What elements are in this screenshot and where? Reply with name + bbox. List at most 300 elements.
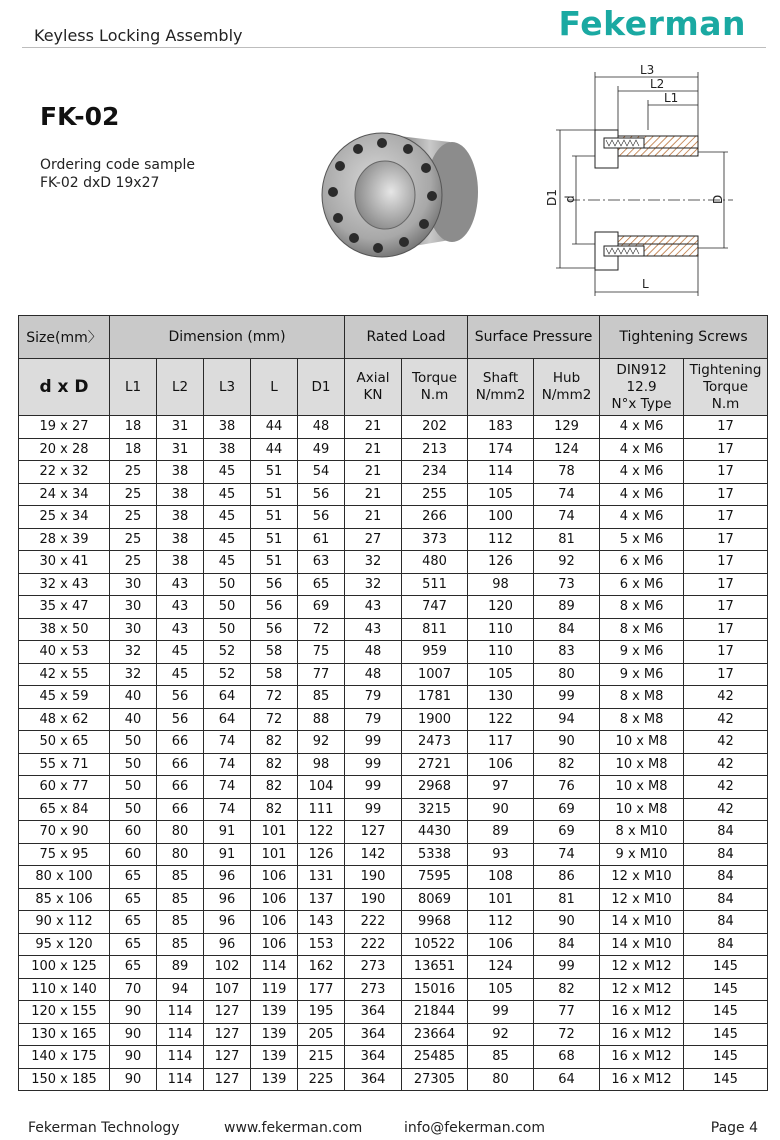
cell-screws: 9 x M10	[600, 843, 684, 866]
cell-l3: 52	[204, 663, 251, 686]
cell-l2: 38	[157, 528, 204, 551]
cell-l2: 43	[157, 573, 204, 596]
cell-hub: 81	[534, 528, 600, 551]
cell-tightening-torque: 17	[684, 528, 768, 551]
cell-shaft: 183	[468, 416, 534, 439]
cell-axial: 79	[345, 708, 402, 731]
cell-axial: 32	[345, 573, 402, 596]
cell-shaft: 101	[468, 888, 534, 911]
cell-hub: 82	[534, 978, 600, 1001]
cell-hub: 76	[534, 776, 600, 799]
cell-l1: 50	[110, 753, 157, 776]
cell-size: 19 x 27	[19, 416, 110, 439]
label-d1: D1	[545, 189, 559, 206]
cell-shaft: 105	[468, 663, 534, 686]
cell-l1: 65	[110, 911, 157, 934]
table-row	[19, 978, 768, 1001]
product-photo	[300, 110, 500, 280]
cell-l2: 85	[157, 866, 204, 889]
cell-l2: 80	[157, 821, 204, 844]
col-hub	[534, 359, 600, 416]
cell-shaft: 100	[468, 506, 534, 529]
table-row	[19, 888, 768, 911]
cell-l2: 66	[157, 731, 204, 754]
cell-tightening-torque: 17	[684, 551, 768, 574]
col-shaft-line1: Shaft	[482, 370, 519, 386]
cell-axial: 142	[345, 843, 402, 866]
cell-screws: 4 x M6	[600, 461, 684, 484]
cell-hub: 69	[534, 821, 600, 844]
cell-shaft: 97	[468, 776, 534, 799]
cell-l2: 31	[157, 438, 204, 461]
cell-torque: 1900	[402, 708, 468, 731]
cell-hub: 80	[534, 663, 600, 686]
cell-l1: 25	[110, 483, 157, 506]
cell-d1: 98	[298, 753, 345, 776]
cell-l3: 74	[204, 731, 251, 754]
cell-screws: 8 x M6	[600, 618, 684, 641]
cell-d1: 225	[298, 1068, 345, 1091]
cell-hub: 94	[534, 708, 600, 731]
cell-size: 40 x 53	[19, 641, 110, 664]
cell-screws: 16 x M12	[600, 1068, 684, 1091]
cell-l3: 45	[204, 551, 251, 574]
cell-l2: 94	[157, 978, 204, 1001]
cell-d1: 111	[298, 798, 345, 821]
table-row	[19, 551, 768, 574]
cell-l: 51	[251, 551, 298, 574]
cell-l1: 50	[110, 798, 157, 821]
cell-d1: 54	[298, 461, 345, 484]
label-l: L	[642, 277, 649, 291]
cell-hub: 83	[534, 641, 600, 664]
cell-tightening-torque: 145	[684, 978, 768, 1001]
cell-axial: 364	[345, 1001, 402, 1024]
cell-hub: 74	[534, 506, 600, 529]
cell-axial: 21	[345, 416, 402, 439]
footer-email: info@fekerman.com	[404, 1120, 545, 1136]
cell-screws: 14 x M10	[600, 933, 684, 956]
cell-size: 25 x 34	[19, 506, 110, 529]
cell-hub: 92	[534, 551, 600, 574]
cell-screws: 16 x M12	[600, 1023, 684, 1046]
cell-shaft: 99	[468, 1001, 534, 1024]
cell-d1: 75	[298, 641, 345, 664]
cell-l: 58	[251, 641, 298, 664]
cell-axial: 273	[345, 956, 402, 979]
cell-shaft: 126	[468, 551, 534, 574]
table-row	[19, 1001, 768, 1024]
cell-torque: 480	[402, 551, 468, 574]
cell-torque: 9968	[402, 911, 468, 934]
cell-tightening-torque: 145	[684, 956, 768, 979]
group-size: Size(mm〉	[19, 316, 110, 359]
cell-l3: 96	[204, 866, 251, 889]
cell-axial: 99	[345, 731, 402, 754]
cell-axial: 364	[345, 1068, 402, 1091]
cell-shaft: 124	[468, 956, 534, 979]
cell-d1: 65	[298, 573, 345, 596]
cell-l1: 90	[110, 1023, 157, 1046]
cell-shaft: 93	[468, 843, 534, 866]
cell-size: 130 x 165	[19, 1023, 110, 1046]
table-row	[19, 596, 768, 619]
col-l1: L1	[110, 359, 157, 416]
cell-size: 60 x 77	[19, 776, 110, 799]
cell-l2: 66	[157, 753, 204, 776]
table-row	[19, 686, 768, 709]
cell-size: 55 x 71	[19, 753, 110, 776]
cell-l1: 25	[110, 506, 157, 529]
cell-l: 139	[251, 1068, 298, 1091]
cell-shaft: 106	[468, 933, 534, 956]
cell-l3: 102	[204, 956, 251, 979]
cell-size: 95 x 120	[19, 933, 110, 956]
cell-screws: 16 x M12	[600, 1046, 684, 1069]
cell-tightening-torque: 42	[684, 753, 768, 776]
cell-l: 58	[251, 663, 298, 686]
table-row	[19, 843, 768, 866]
cell-tightening-torque: 145	[684, 1023, 768, 1046]
cell-torque: 1781	[402, 686, 468, 709]
cell-axial: 32	[345, 551, 402, 574]
cell-l3: 38	[204, 438, 251, 461]
cell-tightening-torque: 84	[684, 888, 768, 911]
cell-axial: 222	[345, 933, 402, 956]
cell-hub: 86	[534, 866, 600, 889]
cell-torque: 27305	[402, 1068, 468, 1091]
label-d-small: d	[563, 195, 577, 203]
cell-axial: 190	[345, 866, 402, 889]
cell-shaft: 110	[468, 641, 534, 664]
cell-hub: 72	[534, 1023, 600, 1046]
cell-l: 139	[251, 1001, 298, 1024]
cell-size: 150 x 185	[19, 1068, 110, 1091]
cell-l3: 96	[204, 888, 251, 911]
cell-l: 106	[251, 888, 298, 911]
cell-tightening-torque: 42	[684, 776, 768, 799]
cell-size: 38 x 50	[19, 618, 110, 641]
cell-d1: 137	[298, 888, 345, 911]
cell-tightening-torque: 17	[684, 641, 768, 664]
cell-l2: 38	[157, 506, 204, 529]
cell-d1: 215	[298, 1046, 345, 1069]
col-d1: D1	[298, 359, 345, 416]
cell-axial: 127	[345, 821, 402, 844]
cell-screws: 8 x M8	[600, 686, 684, 709]
cell-tightening-torque: 17	[684, 596, 768, 619]
cell-screws: 4 x M6	[600, 483, 684, 506]
table-row	[19, 483, 768, 506]
cell-shaft: 105	[468, 978, 534, 1001]
cell-l3: 74	[204, 776, 251, 799]
cell-l1: 30	[110, 596, 157, 619]
table-body	[19, 416, 768, 1091]
cell-screws: 14 x M10	[600, 911, 684, 934]
cell-torque: 23664	[402, 1023, 468, 1046]
cell-size: 28 x 39	[19, 528, 110, 551]
cell-l3: 45	[204, 483, 251, 506]
cell-l3: 64	[204, 686, 251, 709]
cell-l: 72	[251, 708, 298, 731]
cell-axial: 190	[345, 888, 402, 911]
cell-l3: 38	[204, 416, 251, 439]
cell-size: 100 x 125	[19, 956, 110, 979]
cell-hub: 89	[534, 596, 600, 619]
cell-l2: 43	[157, 596, 204, 619]
cell-screws: 5 x M6	[600, 528, 684, 551]
cell-l: 82	[251, 753, 298, 776]
cell-l2: 43	[157, 618, 204, 641]
cell-torque: 1007	[402, 663, 468, 686]
cell-l: 56	[251, 618, 298, 641]
table-row	[19, 1068, 768, 1091]
cell-d1: 49	[298, 438, 345, 461]
col-tt-line2: Torque	[703, 378, 749, 395]
cell-size: 48 x 62	[19, 708, 110, 731]
cell-tightening-torque: 145	[684, 1046, 768, 1069]
cell-l2: 45	[157, 641, 204, 664]
header-divider	[22, 47, 766, 48]
cell-screws: 4 x M6	[600, 438, 684, 461]
cell-d1: 162	[298, 956, 345, 979]
cell-size: 75 x 95	[19, 843, 110, 866]
cell-axial: 43	[345, 618, 402, 641]
cell-l2: 38	[157, 483, 204, 506]
cell-screws: 6 x M6	[600, 573, 684, 596]
cell-l: 139	[251, 1023, 298, 1046]
cell-torque: 10522	[402, 933, 468, 956]
cell-l: 106	[251, 933, 298, 956]
col-hub-line1: Hub	[552, 370, 581, 386]
cell-l3: 96	[204, 911, 251, 934]
cell-axial: 364	[345, 1023, 402, 1046]
cell-size: 42 x 55	[19, 663, 110, 686]
cell-d1: 56	[298, 483, 345, 506]
table-row	[19, 416, 768, 439]
cell-size: 24 x 34	[19, 483, 110, 506]
cell-torque: 202	[402, 416, 468, 439]
cell-l2: 114	[157, 1001, 204, 1024]
cell-l3: 91	[204, 821, 251, 844]
table-row	[19, 933, 768, 956]
cell-l1: 18	[110, 416, 157, 439]
cell-shaft: 112	[468, 911, 534, 934]
cell-axial: 79	[345, 686, 402, 709]
cell-l: 56	[251, 573, 298, 596]
cell-torque: 25485	[402, 1046, 468, 1069]
cell-axial: 43	[345, 596, 402, 619]
footer-website: www.fekerman.com	[224, 1120, 363, 1136]
cell-l1: 25	[110, 461, 157, 484]
cell-l1: 40	[110, 686, 157, 709]
cell-size: 45 x 59	[19, 686, 110, 709]
cell-l2: 66	[157, 776, 204, 799]
cell-d1: 195	[298, 1001, 345, 1024]
cell-d1: 56	[298, 506, 345, 529]
cell-size: 90 x 112	[19, 911, 110, 934]
col-axial-line1: Axial	[356, 370, 390, 386]
table-row	[19, 663, 768, 686]
cell-d1: 177	[298, 978, 345, 1001]
cell-l: 51	[251, 461, 298, 484]
cell-hub: 99	[534, 956, 600, 979]
cell-size: 120 x 155	[19, 1001, 110, 1024]
cell-l3: 91	[204, 843, 251, 866]
cell-axial: 21	[345, 483, 402, 506]
cell-screws: 12 x M12	[600, 956, 684, 979]
cell-d1: 85	[298, 686, 345, 709]
cell-torque: 2968	[402, 776, 468, 799]
model-number: FK-02	[40, 102, 120, 131]
cell-l: 119	[251, 978, 298, 1001]
col-axial-line2: KN	[363, 387, 383, 403]
table-row	[19, 911, 768, 934]
cell-l2: 31	[157, 416, 204, 439]
document-title: Keyless Locking Assembly	[34, 26, 243, 45]
group-surface-pressure: Surface Pressure	[468, 316, 600, 359]
cell-hub: 99	[534, 686, 600, 709]
table-row	[19, 438, 768, 461]
cell-l2: 45	[157, 663, 204, 686]
cell-hub: 74	[534, 843, 600, 866]
cell-torque: 266	[402, 506, 468, 529]
cell-torque: 2473	[402, 731, 468, 754]
cell-hub: 124	[534, 438, 600, 461]
cell-tightening-torque: 17	[684, 461, 768, 484]
cell-screws: 12 x M12	[600, 978, 684, 1001]
cell-hub: 64	[534, 1068, 600, 1091]
table-row	[19, 821, 768, 844]
table-row	[19, 753, 768, 776]
ordering-label: Ordering code sample	[40, 157, 195, 173]
cell-axial: 21	[345, 438, 402, 461]
cell-size: 110 x 140	[19, 978, 110, 1001]
table-row	[19, 731, 768, 754]
cell-l3: 127	[204, 1023, 251, 1046]
cell-tightening-torque: 84	[684, 843, 768, 866]
cell-shaft: 80	[468, 1068, 534, 1091]
group-header-row	[19, 316, 768, 359]
cell-l2: 38	[157, 551, 204, 574]
cell-size: 85 x 106	[19, 888, 110, 911]
cell-torque: 811	[402, 618, 468, 641]
cell-l2: 38	[157, 461, 204, 484]
cell-screws: 10 x M8	[600, 731, 684, 754]
cell-l: 106	[251, 911, 298, 934]
cell-hub: 78	[534, 461, 600, 484]
cell-screws: 8 x M10	[600, 821, 684, 844]
cell-tightening-torque: 42	[684, 708, 768, 731]
cell-tightening-torque: 84	[684, 933, 768, 956]
cell-shaft: 85	[468, 1046, 534, 1069]
cell-size: 65 x 84	[19, 798, 110, 821]
cell-screws: 9 x M6	[600, 663, 684, 686]
cell-screws: 16 x M12	[600, 1001, 684, 1024]
cell-l2: 89	[157, 956, 204, 979]
col-tt-line3: N.m	[711, 395, 740, 412]
footer-page-number: Page 4	[710, 1120, 758, 1136]
cell-size: 80 x 100	[19, 866, 110, 889]
cell-d1: 88	[298, 708, 345, 731]
cell-l3: 50	[204, 573, 251, 596]
cell-d1: 143	[298, 911, 345, 934]
cell-d1: 72	[298, 618, 345, 641]
cell-screws: 10 x M8	[600, 798, 684, 821]
cell-axial: 364	[345, 1046, 402, 1069]
col-dxd: d x D	[19, 359, 110, 416]
cell-axial: 21	[345, 506, 402, 529]
cell-shaft: 130	[468, 686, 534, 709]
cell-l3: 45	[204, 461, 251, 484]
cell-l: 101	[251, 843, 298, 866]
cell-l1: 25	[110, 551, 157, 574]
cell-l3: 45	[204, 506, 251, 529]
cell-hub: 68	[534, 1046, 600, 1069]
column-header-row	[19, 359, 768, 416]
cell-axial: 99	[345, 753, 402, 776]
cell-d1: 122	[298, 821, 345, 844]
cell-screws: 12 x M10	[600, 888, 684, 911]
cell-d1: 77	[298, 663, 345, 686]
cell-hub: 90	[534, 911, 600, 934]
cell-size: 140 x 175	[19, 1046, 110, 1069]
table-row	[19, 708, 768, 731]
cell-shaft: 122	[468, 708, 534, 731]
cell-shaft: 92	[468, 1023, 534, 1046]
group-dimension: Dimension (mm)	[110, 316, 345, 359]
cell-torque: 234	[402, 461, 468, 484]
col-din-line3: N°x Type	[611, 395, 672, 412]
col-l2: L2	[157, 359, 204, 416]
cell-hub: 82	[534, 753, 600, 776]
cell-tightening-torque: 84	[684, 821, 768, 844]
table-row	[19, 1046, 768, 1069]
cell-l1: 32	[110, 641, 157, 664]
cell-l3: 74	[204, 798, 251, 821]
cell-screws: 4 x M6	[600, 506, 684, 529]
cell-axial: 21	[345, 461, 402, 484]
cell-shaft: 98	[468, 573, 534, 596]
cell-size: 70 x 90	[19, 821, 110, 844]
cell-hub: 73	[534, 573, 600, 596]
cell-tightening-torque: 17	[684, 573, 768, 596]
label-l2: L2	[650, 77, 665, 91]
cell-l1: 65	[110, 933, 157, 956]
cell-size: 32 x 43	[19, 573, 110, 596]
cell-size: 50 x 65	[19, 731, 110, 754]
cell-screws: 10 x M8	[600, 753, 684, 776]
cell-hub: 81	[534, 888, 600, 911]
cell-l3: 45	[204, 528, 251, 551]
col-shaft-line2: N/mm2	[475, 387, 526, 403]
brand-logo: Fekerman	[558, 4, 746, 43]
col-torque-line1: Torque	[412, 370, 458, 386]
cell-screws: 10 x M8	[600, 776, 684, 799]
cell-l1: 90	[110, 1001, 157, 1024]
cell-l2: 80	[157, 843, 204, 866]
cell-l2: 114	[157, 1068, 204, 1091]
col-axial	[345, 359, 402, 416]
cell-l2: 85	[157, 888, 204, 911]
cell-l: 114	[251, 956, 298, 979]
cell-shaft: 89	[468, 821, 534, 844]
cell-torque: 2721	[402, 753, 468, 776]
table-row	[19, 528, 768, 551]
cell-tightening-torque: 17	[684, 483, 768, 506]
label-l3: L3	[640, 63, 655, 77]
cell-hub: 77	[534, 1001, 600, 1024]
